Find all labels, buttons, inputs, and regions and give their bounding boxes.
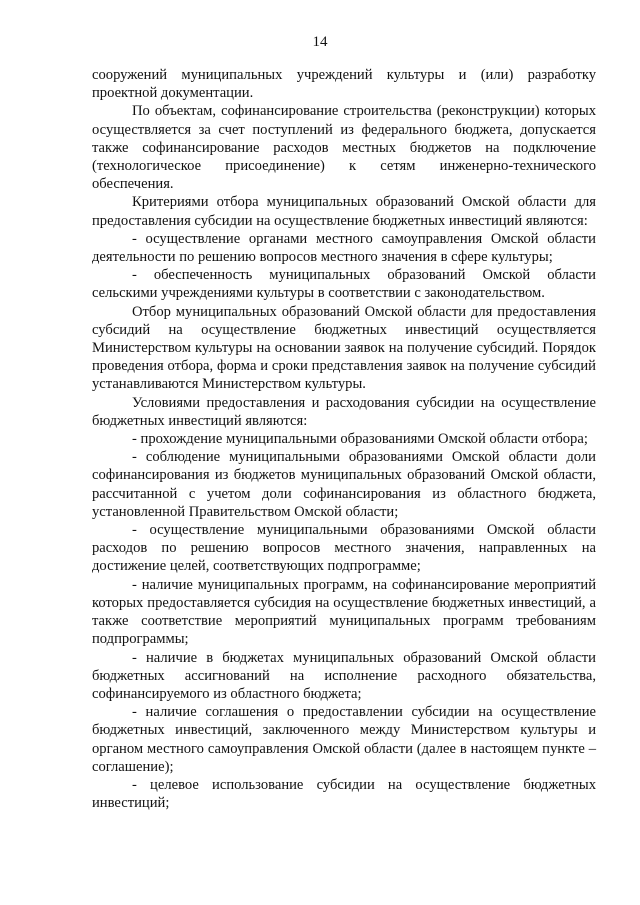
paragraph: Отбор муниципальных образований Омской области для предоставления субсидий на осуществление бюджетных инвестиций осуществляется Министерством культуры на основании заявок на получение субсидий. Порядок проведения отбора, форма и сроки представления заявок на получение субсидий устанавливаются Министерством культуры.	[92, 303, 596, 393]
list-item: - осуществление органами местного самоуправления Омской области деятельности по решению вопросов местного значения в сфере культуры;	[92, 230, 596, 266]
list-item: - наличие соглашения о предоставлении субсидии на осуществление бюджетных инвестиций, заключенного между Министерством культуры и органом местного самоуправления Омской области (далее в настоящем пункте – соглашение);	[92, 704, 596, 775]
paragraph: сооружений муниципальных учреждений культуры и (или) разработку проектной документации.	[92, 67, 596, 102]
page-number: 14	[312, 34, 328, 50]
list-item: - соблюдение муниципальными образованиями Омской области доли софинансирования из бюджетов муниципальных образований Омской области, рассчитанной с учетом доли софинансирования из областного бюджета, установленной Правительством Омской области;	[92, 449, 596, 520]
paragraph: Критериями отбора муниципальных образований Омской области для предоставления субсидии на осуществление бюджетных инвестиций являются:	[92, 194, 596, 229]
list-item: - наличие муниципальных программ, на софинансирование мероприятий которых предоставляется субсидия на осуществление бюджетных инвестиций, а также соответствие мероприятий муниципальных программ требованиям подпрограммы;	[92, 576, 596, 648]
list-item: - осуществление муниципальными образованиями Омской области расходов по решению вопросов местного значения, направленных на достижение целей, соответствующих подпрограмме;	[92, 522, 596, 575]
list-item: - целевое использование субсидии на осуществление бюджетных инвестиций;	[92, 776, 596, 812]
list-item: - прохождение муниципальными образованиями Омской области отбора;	[132, 431, 588, 448]
paragraph: Условиями предоставления и расходования субсидии на осуществление бюджетных инвестиций являются:	[92, 394, 596, 429]
document-body	[92, 66, 596, 812]
list-item: - наличие в бюджетах муниципальных образований Омской области бюджетных ассигнований на исполнение расходного обязательства, софинансируемого из областного бюджета;	[92, 649, 596, 702]
paragraph: По объектам, софинансирование строительства (реконструкции) которых осуществляется за счет поступлений из федерального бюджета, допускается также софинансирование расходов местных бюджетов на подключение (технологическое присоединение) к сетям инженерно-технического обеспечения.	[92, 103, 596, 193]
list-item: - обеспеченность муниципальных образований Омской области сельскими учреждениями культуры в соответствии с законодательством.	[92, 267, 596, 302]
